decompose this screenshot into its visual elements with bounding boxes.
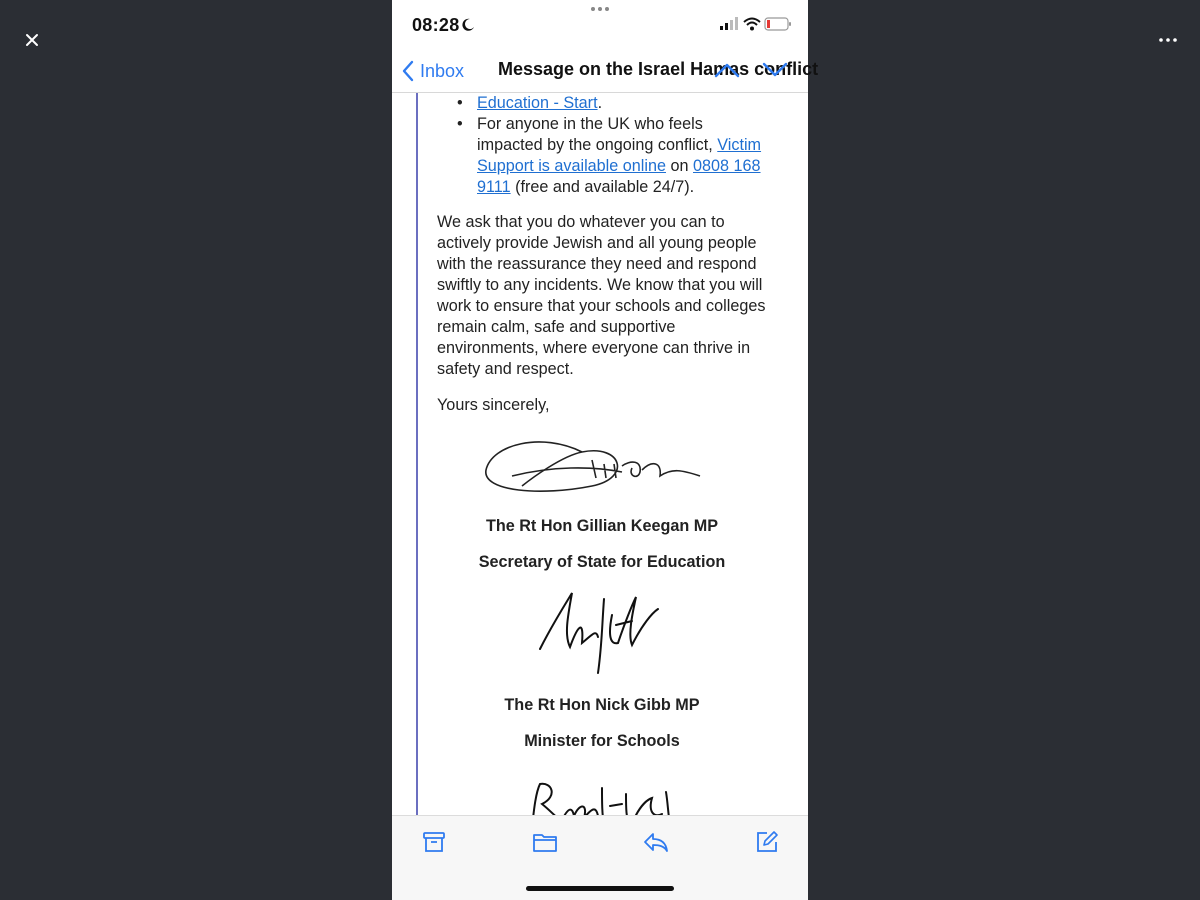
victim-support-link[interactable]: Victim Support is available online xyxy=(477,136,762,175)
list-item: • Education - Start. xyxy=(477,93,767,114)
message-text xyxy=(437,93,767,838)
signatory-role-1: Secretary of State for Education xyxy=(478,553,726,571)
wifi-icon xyxy=(743,17,761,31)
battery-low-icon xyxy=(764,17,792,31)
back-to-inbox-button[interactable] xyxy=(402,58,464,84)
signatory-role-2: Minister for Schools xyxy=(524,732,680,750)
signature-image-2 xyxy=(532,585,672,681)
bottom-toolbar xyxy=(392,815,808,900)
body-paragraph: We ask that you do whatever you can to actively provide Jewish and all young people with the reassurance they need and respond swiftly to any incidents. We know that you will work to ensure that your schools and colleges remain calm, safe and supportive environments, where everyone can thrive in safety and respect. xyxy=(437,213,766,378)
focus-moon-icon xyxy=(461,18,475,32)
message-body[interactable] xyxy=(392,93,808,816)
more-options-icon[interactable] xyxy=(1158,30,1178,50)
compose-icon[interactable] xyxy=(755,830,779,854)
phone-screenshot xyxy=(392,0,819,899)
list-item-victim-support: • For anyone in the UK who feels impacted by the ongoing conflict, Victim Support is available online on 0808 168 9111 (free and available 24/7). xyxy=(477,114,767,198)
message-nav-bar xyxy=(392,50,819,93)
phone-number-link[interactable]: 0808 168 9111 xyxy=(477,157,761,196)
cell-signal-icon xyxy=(720,17,740,31)
quote-bar xyxy=(416,93,418,816)
next-message-icon[interactable] xyxy=(762,60,788,80)
chevron-left-icon xyxy=(402,60,414,82)
status-bar xyxy=(392,0,808,50)
signature-image-1 xyxy=(482,430,722,502)
previous-message-icon[interactable] xyxy=(714,60,740,80)
folder-icon[interactable] xyxy=(532,830,558,854)
education-start-link[interactable]: Education - Start xyxy=(477,94,598,112)
close-icon[interactable] xyxy=(22,30,42,50)
resource-list xyxy=(437,93,767,198)
message-subject: Message on the Israel Hamas conflict xyxy=(498,59,819,79)
sheet-grabber-icon xyxy=(590,6,610,12)
signatory-name-2: The Rt Hon Nick Gibb MP xyxy=(504,696,700,714)
back-label: Inbox xyxy=(420,60,465,81)
archive-icon[interactable] xyxy=(422,830,446,854)
signatory-name-1: The Rt Hon Gillian Keegan MP xyxy=(485,517,719,535)
closing-line: Yours sincerely, xyxy=(437,396,550,414)
clock: 08:28 xyxy=(412,15,460,35)
home-indicator[interactable] xyxy=(526,886,674,891)
reply-icon[interactable] xyxy=(643,830,669,854)
